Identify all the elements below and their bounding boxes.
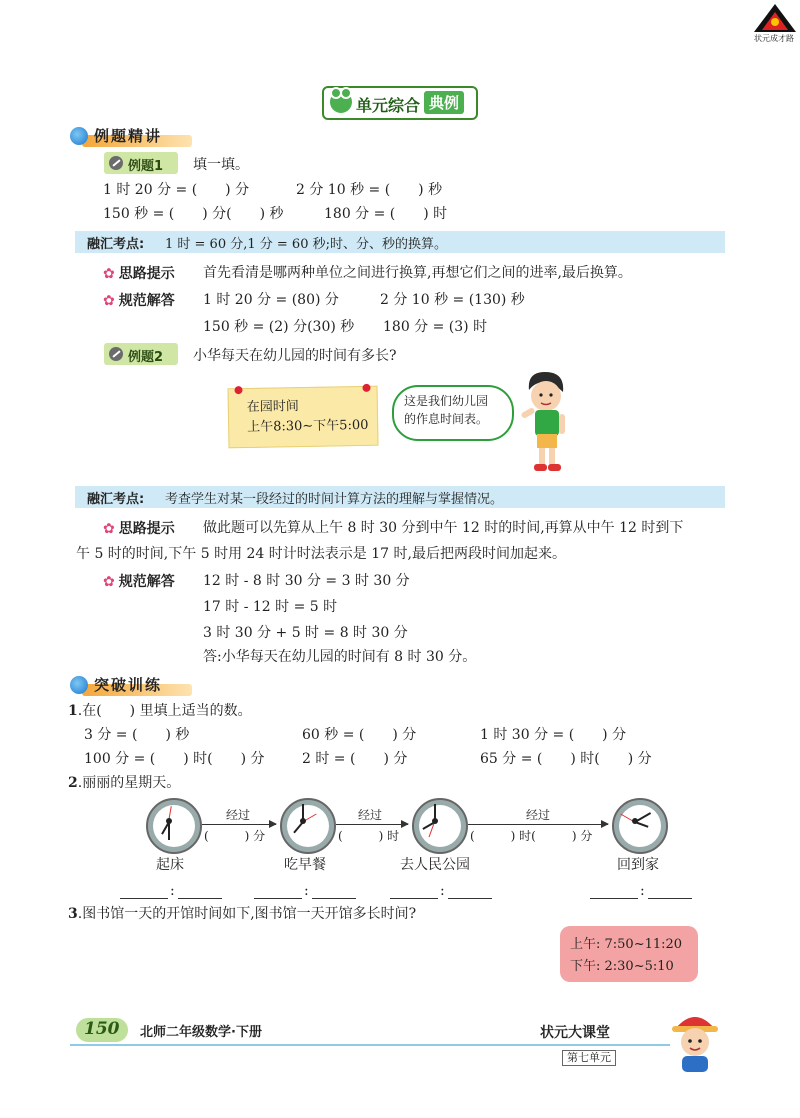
answer-blank[interactable] — [448, 882, 492, 899]
answer-blank[interactable] — [254, 882, 302, 899]
arrow-answer: ( ) 时( ) 分 — [470, 829, 593, 843]
q1-title: 1.在( ) 里填上适当的数。 — [68, 703, 252, 719]
example-1-label: 例题1 — [128, 159, 164, 174]
time-colon: : — [304, 883, 309, 899]
q1-item: 65 分 = ( ) 时( ) 分 — [480, 751, 652, 767]
example-1-tag — [104, 152, 178, 174]
ex1-question: 1 时 20 分 = ( ) 分 — [103, 182, 250, 198]
arrow-label: 经过 — [358, 808, 383, 822]
ex2-answer: 17 时 - 12 时 = 5 时 — [203, 599, 338, 615]
ex2-hint-text: 午 5 时的时间,下午 5 时用 24 时计时法表示是 17 时,最后把两段时间加起来。 — [76, 546, 566, 562]
ex1-key-point-band — [75, 231, 725, 253]
ex1-answer: 180 分 = (3) 时 — [383, 319, 488, 335]
ex1-answer: 150 秒 = (2) 分(30) 秒 — [203, 319, 355, 335]
key-point-label: 融汇考点: — [87, 492, 145, 507]
flower-icon: ✿ — [103, 266, 115, 282]
clock-wakeup — [146, 798, 202, 854]
footer-divider — [70, 1044, 670, 1046]
arrow-answer: ( ) 时 — [338, 829, 400, 843]
ex1-answer-label: ✿ 规范解答 — [103, 293, 175, 309]
flower-icon: ✿ — [103, 521, 115, 537]
q1-item: 60 秒 = ( ) 分 — [302, 727, 417, 743]
note-line: 上午8:30~下午5:00 — [247, 417, 369, 435]
pencil-icon — [109, 347, 123, 361]
frog-icon — [330, 91, 352, 113]
bubble-line: 这是我们幼儿园 — [404, 394, 489, 408]
ex1-hint-text: 首先看清是哪两种单位之间进行换算,再想它们之间的进率,最后换算。 — [203, 265, 632, 281]
example-2-tag — [104, 343, 178, 365]
page-number-badge — [76, 1018, 128, 1042]
unit-title-badge — [322, 86, 478, 120]
page-number: 150 — [84, 1019, 120, 1039]
example-2-question: 小华每天在幼儿园的时间有多长? — [193, 348, 397, 364]
flower-icon: ✿ — [103, 574, 115, 590]
ex2-answer: 12 时 - 8 时 30 分 = 3 时 30 分 — [203, 573, 410, 589]
ex1-question: 180 分 = ( ) 时 — [324, 206, 448, 222]
example-2-label: 例题2 — [128, 350, 164, 365]
flower-icon: ✿ — [103, 293, 115, 309]
section-label: 例题精讲 — [94, 127, 163, 145]
pencil-icon — [109, 156, 123, 170]
ex2-answer-label: ✿ 规范解答 — [103, 574, 175, 590]
unit-label: 第七单元 — [562, 1050, 616, 1066]
pin-icon — [234, 386, 242, 394]
q1-item: 100 分 = ( ) 时( ) 分 — [84, 751, 265, 767]
hours-afternoon: 下午: 2:30~5:10 — [570, 959, 674, 974]
unit-title-tag: 典例 — [424, 91, 464, 114]
q2-title: 2.丽丽的星期天。 — [68, 775, 181, 791]
note-line: 在园时间 — [246, 399, 299, 415]
answer-blank[interactable] — [178, 882, 222, 899]
section-label: 突破训练 — [94, 676, 163, 694]
answer-blank[interactable] — [590, 882, 638, 899]
logo-emblem-icon — [752, 2, 798, 34]
q1-item: 1 时 30 分 = ( ) 分 — [480, 727, 627, 743]
time-colon: : — [640, 883, 645, 899]
q1-item: 2 时 = ( ) 分 — [302, 751, 408, 767]
event-label: 回到家 — [617, 857, 659, 873]
event-label: 去人民公园 — [400, 857, 470, 873]
time-colon: : — [440, 883, 445, 899]
answer-blank[interactable] — [390, 882, 438, 899]
example-1-instruction: 填一填。 — [193, 157, 249, 173]
q3-title: 3.图书馆一天的开馆时间如下,图书馆一天开馆多长时间? — [68, 906, 417, 922]
key-point-text: 1 时 = 60 分,1 分 = 60 秒;时、分、秒的换算。 — [165, 237, 447, 252]
book-title: 北师二年级数学·下册 — [140, 1025, 262, 1040]
schedule-note — [227, 386, 378, 449]
unit-title-main: 单元综合 — [356, 96, 421, 115]
ex1-question: 150 秒 = ( ) 分( ) 秒 — [103, 206, 284, 222]
arrow-label: 经过 — [226, 808, 251, 822]
ex1-answer: 2 分 10 秒 = (130) 秒 — [380, 292, 525, 308]
arrow-right-icon — [468, 824, 608, 825]
event-label: 吃早餐 — [284, 857, 326, 873]
bubble-line: 的作息时间表。 — [404, 412, 489, 426]
section-header-lecture — [70, 125, 210, 151]
hours-morning: 上午: 7:50~11:20 — [570, 937, 683, 952]
arrow-answer: ( ) 分 — [204, 829, 266, 843]
pin-icon — [362, 384, 370, 392]
arrow-right-icon — [336, 824, 408, 825]
ex2-key-point-band — [75, 486, 725, 508]
key-point-label: 融汇考点: — [87, 237, 145, 252]
boy-illustration — [515, 368, 575, 476]
ex2-hint-text: 做此题可以先算从上午 8 时 30 分到中午 12 时的时间,再算从中午 12 时到下 — [203, 520, 684, 536]
ex1-question: 2 分 10 秒 = ( ) 秒 — [296, 182, 443, 198]
time-colon: : — [170, 883, 175, 899]
answer-blank[interactable] — [120, 882, 168, 899]
arrow-label: 经过 — [526, 808, 551, 822]
q1-item: 3 分 = ( ) 秒 — [84, 727, 190, 743]
ex2-answer: 3 时 30 分 + 5 时 = 8 时 30 分 — [203, 625, 408, 641]
section-globe-icon — [70, 676, 88, 694]
key-point-text: 考查学生对某一段经过的时间计算方法的理解与掌握情况。 — [165, 492, 504, 507]
answer-blank[interactable] — [312, 882, 356, 899]
ex1-hint-label: ✿ 思路提示 — [103, 266, 175, 282]
library-hours-box — [560, 926, 698, 982]
brand-name: 状元大课堂 — [540, 1025, 610, 1041]
ex2-answer: 答:小华每天在幼儿园的时间有 8 时 30 分。 — [203, 649, 477, 665]
clock-home — [612, 798, 668, 854]
answer-blank[interactable] — [648, 882, 692, 899]
publisher-logo — [752, 2, 798, 46]
ex1-answer: 1 时 20 分 = (80) 分 — [203, 292, 339, 308]
event-label: 起床 — [156, 857, 184, 873]
section-header-practice — [70, 674, 210, 700]
logo-text: 状元成才路 — [754, 34, 794, 43]
mascot-illustration — [664, 1006, 726, 1076]
clock-breakfast — [280, 798, 336, 854]
speech-bubble — [392, 385, 514, 441]
arrow-right-icon — [202, 824, 276, 825]
ex2-hint-label: ✿ 思路提示 — [103, 521, 175, 537]
clock-park — [412, 798, 468, 854]
section-globe-icon — [70, 127, 88, 145]
